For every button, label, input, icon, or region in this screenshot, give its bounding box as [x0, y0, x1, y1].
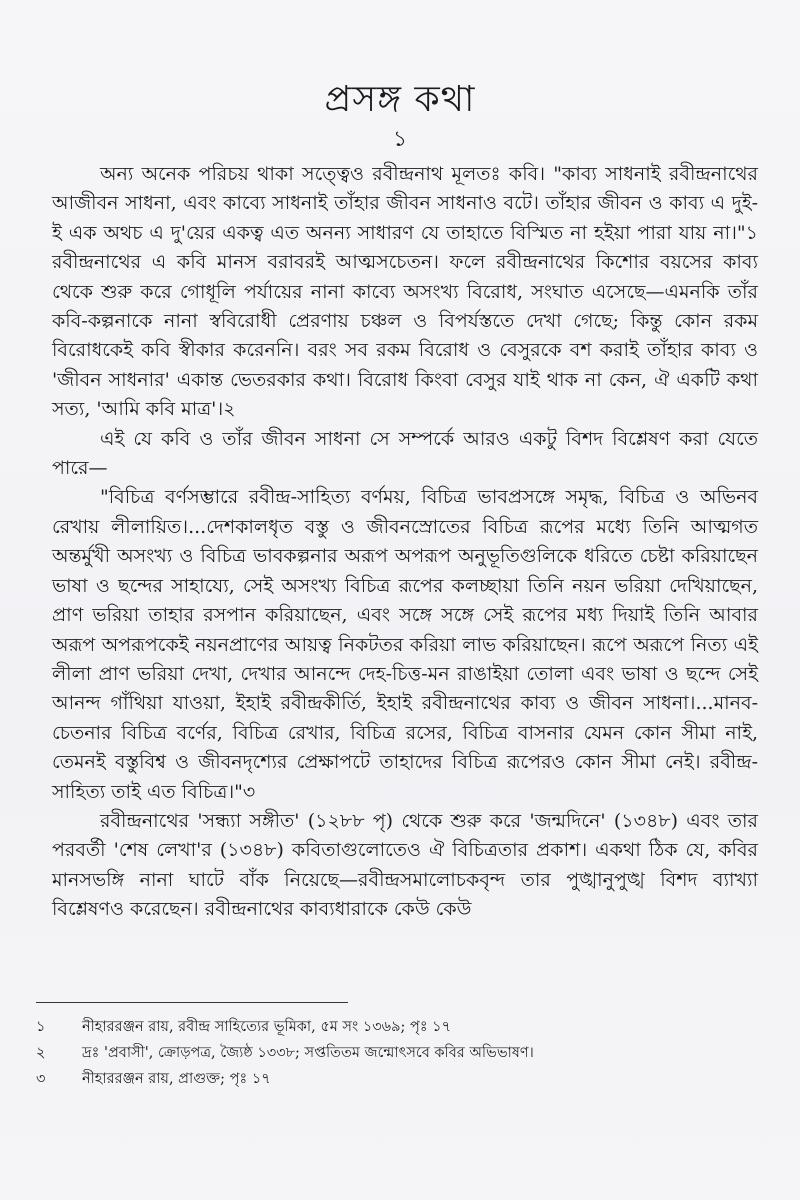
footnote-number: ৩	[36, 1071, 46, 1087]
footnote-text: দ্রঃ 'প্রবাসী', ক্রোড়পত্র, জ্যৈষ্ঠ ১৩৩৮; সপ্ততিতম জন্মোৎসবে কবির অভিভাষণ।	[82, 1045, 534, 1061]
footnote-number: ২	[36, 1045, 46, 1061]
paragraph-1: অন্য অনেক পরিচয় থাকা সত্ত্বেও রবীন্দ্রনাথ মূলতঃ কবি। "কাব্য সাধনাই রবীন্দ্রনাথের আজীবন সাধনা, এবং কাব্যে সাধনাই তাঁহার জীবন সাধনাও বটে। তাঁহার জীবন ও কাব্য এ দুই-ই এক অথচ এ দু'য়ের একত্ব এত অনন্য সাধারণ যে তাহাতে বিস্মিত না হইয়া পারা যায় না।"১ রবীন্দ্রনাথের এ কবি মানস বরাবরই আত্মসচেতন। ফলে রবীন্দ্রনাথের কিশোর বয়সের কাব্য থেকে শুরু করে গোধূলি পর্যায়ের নানা কাব্যে অসংখ্য বিরোধ, সংঘাত এসেছে—এমনকি তাঁর কবি-কল্পনাকে নানা স্ববিরোধী প্রেরণায় চঞ্চল ও বিপর্যস্ততে দেখা গেছে; কিন্তু কোন রকম বিরোধকেই কবি স্বীকার করেননি। বরং সব রকম বিরোধ ও বেসুরকে বশ করাই তাঁহার কাব্য ও 'জীবন সাধনার' একান্ত ভেতরকার কথা। বিরোধ কিংবা বেসুর যাই থাক না কেন, ঐ একটি কথা সত্য, 'আমি কবি মাত্র'।২	[52, 163, 758, 421]
footnote-2	[36, 1040, 756, 1066]
paragraph-4: রবীন্দ্রনাথের 'সন্ধ্যা সঙ্গীত' (১২৮৮ পৃ) থেকে শুরু করে 'জন্মদিনে' (১৩৪৮) এবং তার পরবর্তী 'শেষ লেখা'র (১৩৪৮) কবিতাগুলোতেও ঐ বিচিত্রতার প্রকাশ। একথা ঠিক যে, কবির মানসভঙ্গি নানা ঘাটে বাঁক নিয়েছে—রবীন্দ্রসমালোচকবৃন্দ তার পুঙ্খানুপুঙ্খ বিশদ ব্যাখ্যা বিশ্লেষণও করেছেন। রবীন্দ্রনাথের কাব্যধারাকে কেউ কেউ	[52, 809, 758, 921]
footnote-divider	[36, 1002, 348, 1003]
quotation-paragraph: "বিচিত্র বর্ণসম্ভারে রবীন্দ্র-সাহিত্য বর্ণময়, বিচিত্র ভাবপ্রসঙ্গে সমৃদ্ধ, বিচিত্র ও অভিনব রেখায় লীলায়িত।...দেশকালধৃত বস্তু ও জীবনস্রোতের বিচিত্র রূপের মধ্যে তিনি আত্মগত অন্তর্মুখী অসংখ্য ও বিচিত্র ভাবকল্পনার অরূপ অপরূপ অনুভূতিগুলিকে ধরিতে চেষ্টা করিয়াছেন ভাষা ও ছন্দের সাহায্যে, সেই অসংখ্য বিচিত্র রূপের কলচ্ছায়া তিনি নয়ন ভরিয়া দেখিয়াছেন, প্রাণ ভরিয়া তাহার রসপান করিয়াছেন, এবং সঙ্গে সঙ্গে সেই রূপের মধ্য দিয়াই তিনি আবার অরূপ অপরূপকেই নয়নপ্রাণের আয়ত্ব নিকটতর করিয়া লাভ করিয়াছেন। রূপে অরূপে নিত্য এই লীলা প্রাণ ভরিয়া দেখা, দেখার আনন্দে দেহ-চিত্ত-মন রাঙাইয়া তোলা এবং ভাষা ও ছন্দে সেই আনন্দ গাঁথিয়া যাওয়া, ইহাই রবীন্দ্রকীর্তি, ইহাই রবীন্দ্রনাথের কাব্য ও জীবন সাধনা।...মানব-চেতনার বিচিত্র বর্ণের, বিচিত্র রেখার, বিচিত্র রসের, বিচিত্র বাসনার যেমন কোন সীমা নাই, তেমনই বস্তুবিশ্ব ও জীবনদৃশ্যের প্রেক্ষাপটে তাহাদের বিচিত্র রূপেরও কোন সীমা নেই। রবীন্দ্র-সাহিত্য তাই এত বিচিত্র।"৩	[52, 486, 758, 803]
main-text	[52, 160, 758, 925]
footnotes	[36, 1014, 756, 1092]
footnote-number: ১	[36, 1019, 46, 1035]
footnote-1	[36, 1014, 756, 1040]
footnote-text: নীহাররঞ্জন রায়, প্রাগুক্ত; পৃঃ ১৭	[82, 1071, 271, 1087]
paragraph-2: এই যে কবি ও তাঁর জীবন সাধনা সে সম্পর্কে আরও একটু বিশদ বিশ্লেষণ করা যেতে পারে—	[52, 427, 758, 480]
footnote-text: নীহাররঞ্জন রায়, রবীন্দ্র সাহিত্যের ভূমিকা, ৫ম সং ১৩৬৯; পৃঃ ১৭	[82, 1019, 452, 1035]
page-title: প্রসঙ্গ কথা	[324, 79, 476, 120]
footnote-3	[36, 1066, 756, 1092]
section-number: ১	[392, 127, 408, 152]
